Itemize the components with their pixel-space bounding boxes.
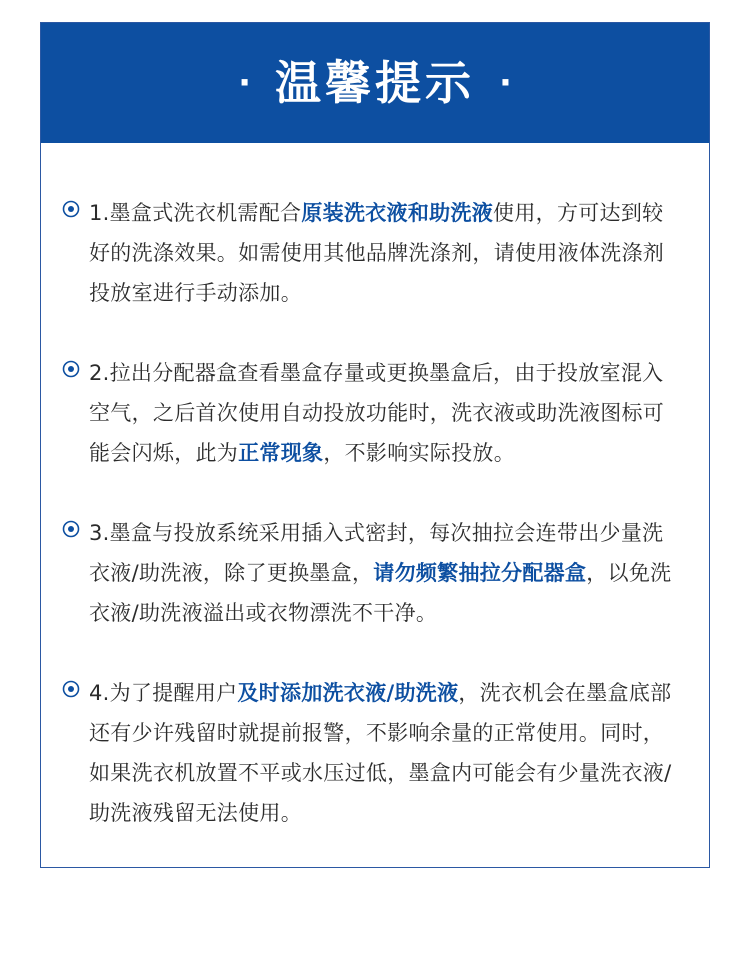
tip-text bbox=[89, 513, 682, 633]
tip-item-4 bbox=[62, 673, 682, 833]
tip-text bbox=[89, 193, 682, 313]
tip-text bbox=[89, 353, 682, 473]
tip-highlight: 原装洗衣液和助洗液 bbox=[301, 201, 494, 225]
tip-text-segment: 1.墨盒式洗衣机需配合 bbox=[89, 201, 302, 225]
header-dot-left: · bbox=[238, 63, 251, 103]
tip-text bbox=[89, 673, 682, 833]
tips-card bbox=[40, 22, 710, 868]
tip-text-segment: ，不影响实际投放。 bbox=[323, 441, 516, 465]
tip-text-segment: 3.墨盒与投放系统采用插入式密封，每次抽拉会连带出少量洗衣液/助洗液，除了更换墨盒， bbox=[89, 521, 664, 585]
header-banner bbox=[41, 23, 709, 143]
page-title: 温馨提示 bbox=[275, 56, 475, 110]
tip-text-segment: ，以免洗衣液/助洗液溢出或衣物漂洗不干净。 bbox=[89, 561, 672, 625]
tip-text-segment: ，洗衣机会在墨盒底部还有少许残留时就提前报警，不影响余量的正常使用。同时，如果洗衣机放置不平或水压过低，墨盒内可能会有少量洗衣液/助洗液残留无法使用。 bbox=[89, 681, 672, 825]
bullet-circle-icon bbox=[62, 200, 80, 218]
tip-highlight: 请勿频繁抽拉分配器盒 bbox=[373, 561, 587, 585]
bullet-circle-icon bbox=[62, 360, 80, 378]
tip-highlight: 及时添加洗衣液/助洗液 bbox=[237, 681, 459, 705]
tip-text-segment: 使用，方可达到较好的洗涤效果。如需使用其他品牌洗涤剂，请使用液体洗涤剂投放室进行手动添加。 bbox=[89, 201, 665, 305]
tip-item-3 bbox=[62, 513, 682, 633]
tip-item-1 bbox=[62, 193, 682, 313]
header-dot-right: · bbox=[499, 63, 512, 103]
tip-highlight: 正常现象 bbox=[238, 441, 324, 465]
tip-text-segment: 2.拉出分配器盒查看墨盒存量或更换墨盒后，由于投放室混入空气，之后首次使用自动投放功能时，洗衣液或助洗液图标可能会闪烁，此为 bbox=[89, 361, 665, 465]
bullet-circle-icon bbox=[62, 520, 80, 538]
bullet-circle-icon bbox=[62, 680, 80, 698]
tip-text-segment: 4.为了提醒用户 bbox=[89, 681, 238, 705]
tip-item-2 bbox=[62, 353, 682, 473]
